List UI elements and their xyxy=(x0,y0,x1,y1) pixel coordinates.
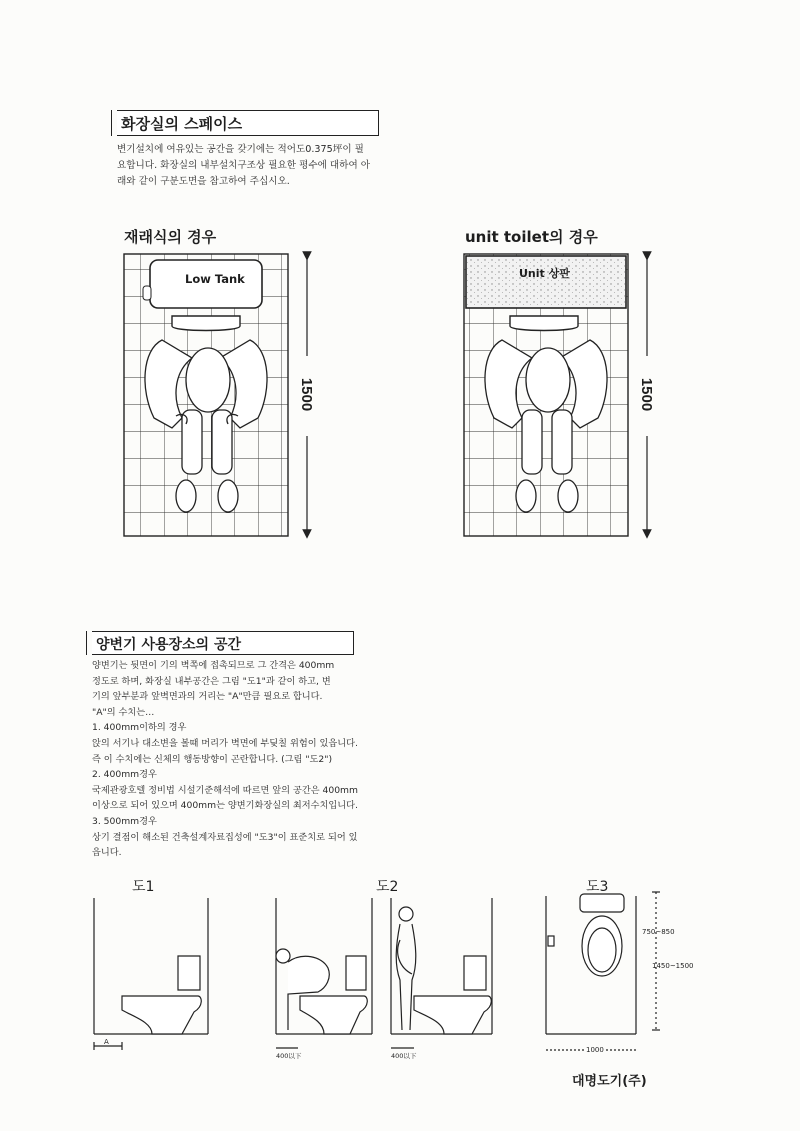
paragraph-line: 즉 이 수치에는 신체의 행동방향이 곤란합니다. (그림 "도2") xyxy=(92,753,333,765)
figure-1 xyxy=(94,898,208,1050)
plan-right xyxy=(464,254,647,536)
low-tank-label: Low Tank xyxy=(185,272,245,286)
figure-2-dim-right: 400以下 xyxy=(391,1052,417,1060)
paragraph-line: 정도로 하며, 화장실 내부공간은 그림 "도1"과 같이 하고, 변 xyxy=(92,675,331,687)
figure-3-label: 도3 xyxy=(586,879,609,895)
figure-2-standing xyxy=(391,898,492,1048)
section-title-text: 화장실의 스페이스 xyxy=(121,115,243,133)
figure-1-dim: A xyxy=(104,1038,109,1046)
figure-3-dim-top: 750~850 xyxy=(642,928,675,936)
paragraph-line: 변기설치에 여유있는 공간을 갖기에는 적어도0.375坪이 필 xyxy=(117,144,364,155)
plan-left-dimension: 1500 xyxy=(298,377,316,412)
figure-3-dim-side: 1450~1500 xyxy=(652,962,694,970)
paragraph-line: 상기 결점이 해소된 건축설계자료집성에 "도3"이 표준치로 되어 있 xyxy=(92,831,358,843)
paragraph-line: 앉의 서기나 대소변을 볼때 머리가 벽면에 부딪칠 위험이 있읍니다. xyxy=(92,737,358,749)
paragraph-line: 양변기는 뒷면이 기의 벽쪽에 접촉되므로 그 간격은 400mm xyxy=(92,660,335,671)
paragraph-line: 기의 앞부분과 앞벽면과의 거리는 "A"만큼 필요로 합니다. xyxy=(92,691,323,703)
paragraph-line: 읍니다. xyxy=(92,847,122,859)
paragraph-line: 3. 500mm경우 xyxy=(92,815,157,827)
paragraph-line: 이상으로 되어 있으며 400mm는 양변기화장실의 최저수치입니다. xyxy=(92,800,358,812)
paragraph-line: 2. 400mm경우 xyxy=(92,769,157,781)
section2-paragraph xyxy=(92,658,358,861)
paragraph-line: 1. 400mm이하의 경우 xyxy=(92,722,187,734)
plan-left-caption: 재래식의 경우 xyxy=(124,228,217,246)
figure-3 xyxy=(546,892,660,1050)
figure-1-label: 도1 xyxy=(132,879,155,895)
plan-right-caption: unit toilet의 경우 xyxy=(465,228,598,246)
paragraph-line: "A"의 수치는… xyxy=(92,706,155,718)
paragraph-line: 래와 같이 구분도면을 참고하여 주십시오. xyxy=(117,176,290,187)
plan-left xyxy=(124,254,307,536)
paragraph-line: 국제관광호텔 정비법 시설기준해석에 따르면 앞의 공간은 400mm xyxy=(92,784,358,796)
figure-3-caption: 대명도기(주) xyxy=(572,1074,647,1089)
section-title-text: 양변기 사용장소의 공간 xyxy=(96,637,241,653)
figure-2-dim-left: 400以下 xyxy=(276,1052,302,1060)
unit-counter-label: Unit 상판 xyxy=(519,267,570,280)
paragraph-line: 요합니다. 화장실의 내부설치구조상 필요한 평수에 대하여 아 xyxy=(117,160,371,171)
figure-2-label: 도2 xyxy=(376,879,399,895)
section-title-toilet-usage-space xyxy=(92,631,354,655)
figure-2-seated xyxy=(276,898,372,1048)
plan-right-dimension: 1500 xyxy=(638,377,656,412)
figure-3-dim-bottom: 1000 xyxy=(586,1046,604,1054)
